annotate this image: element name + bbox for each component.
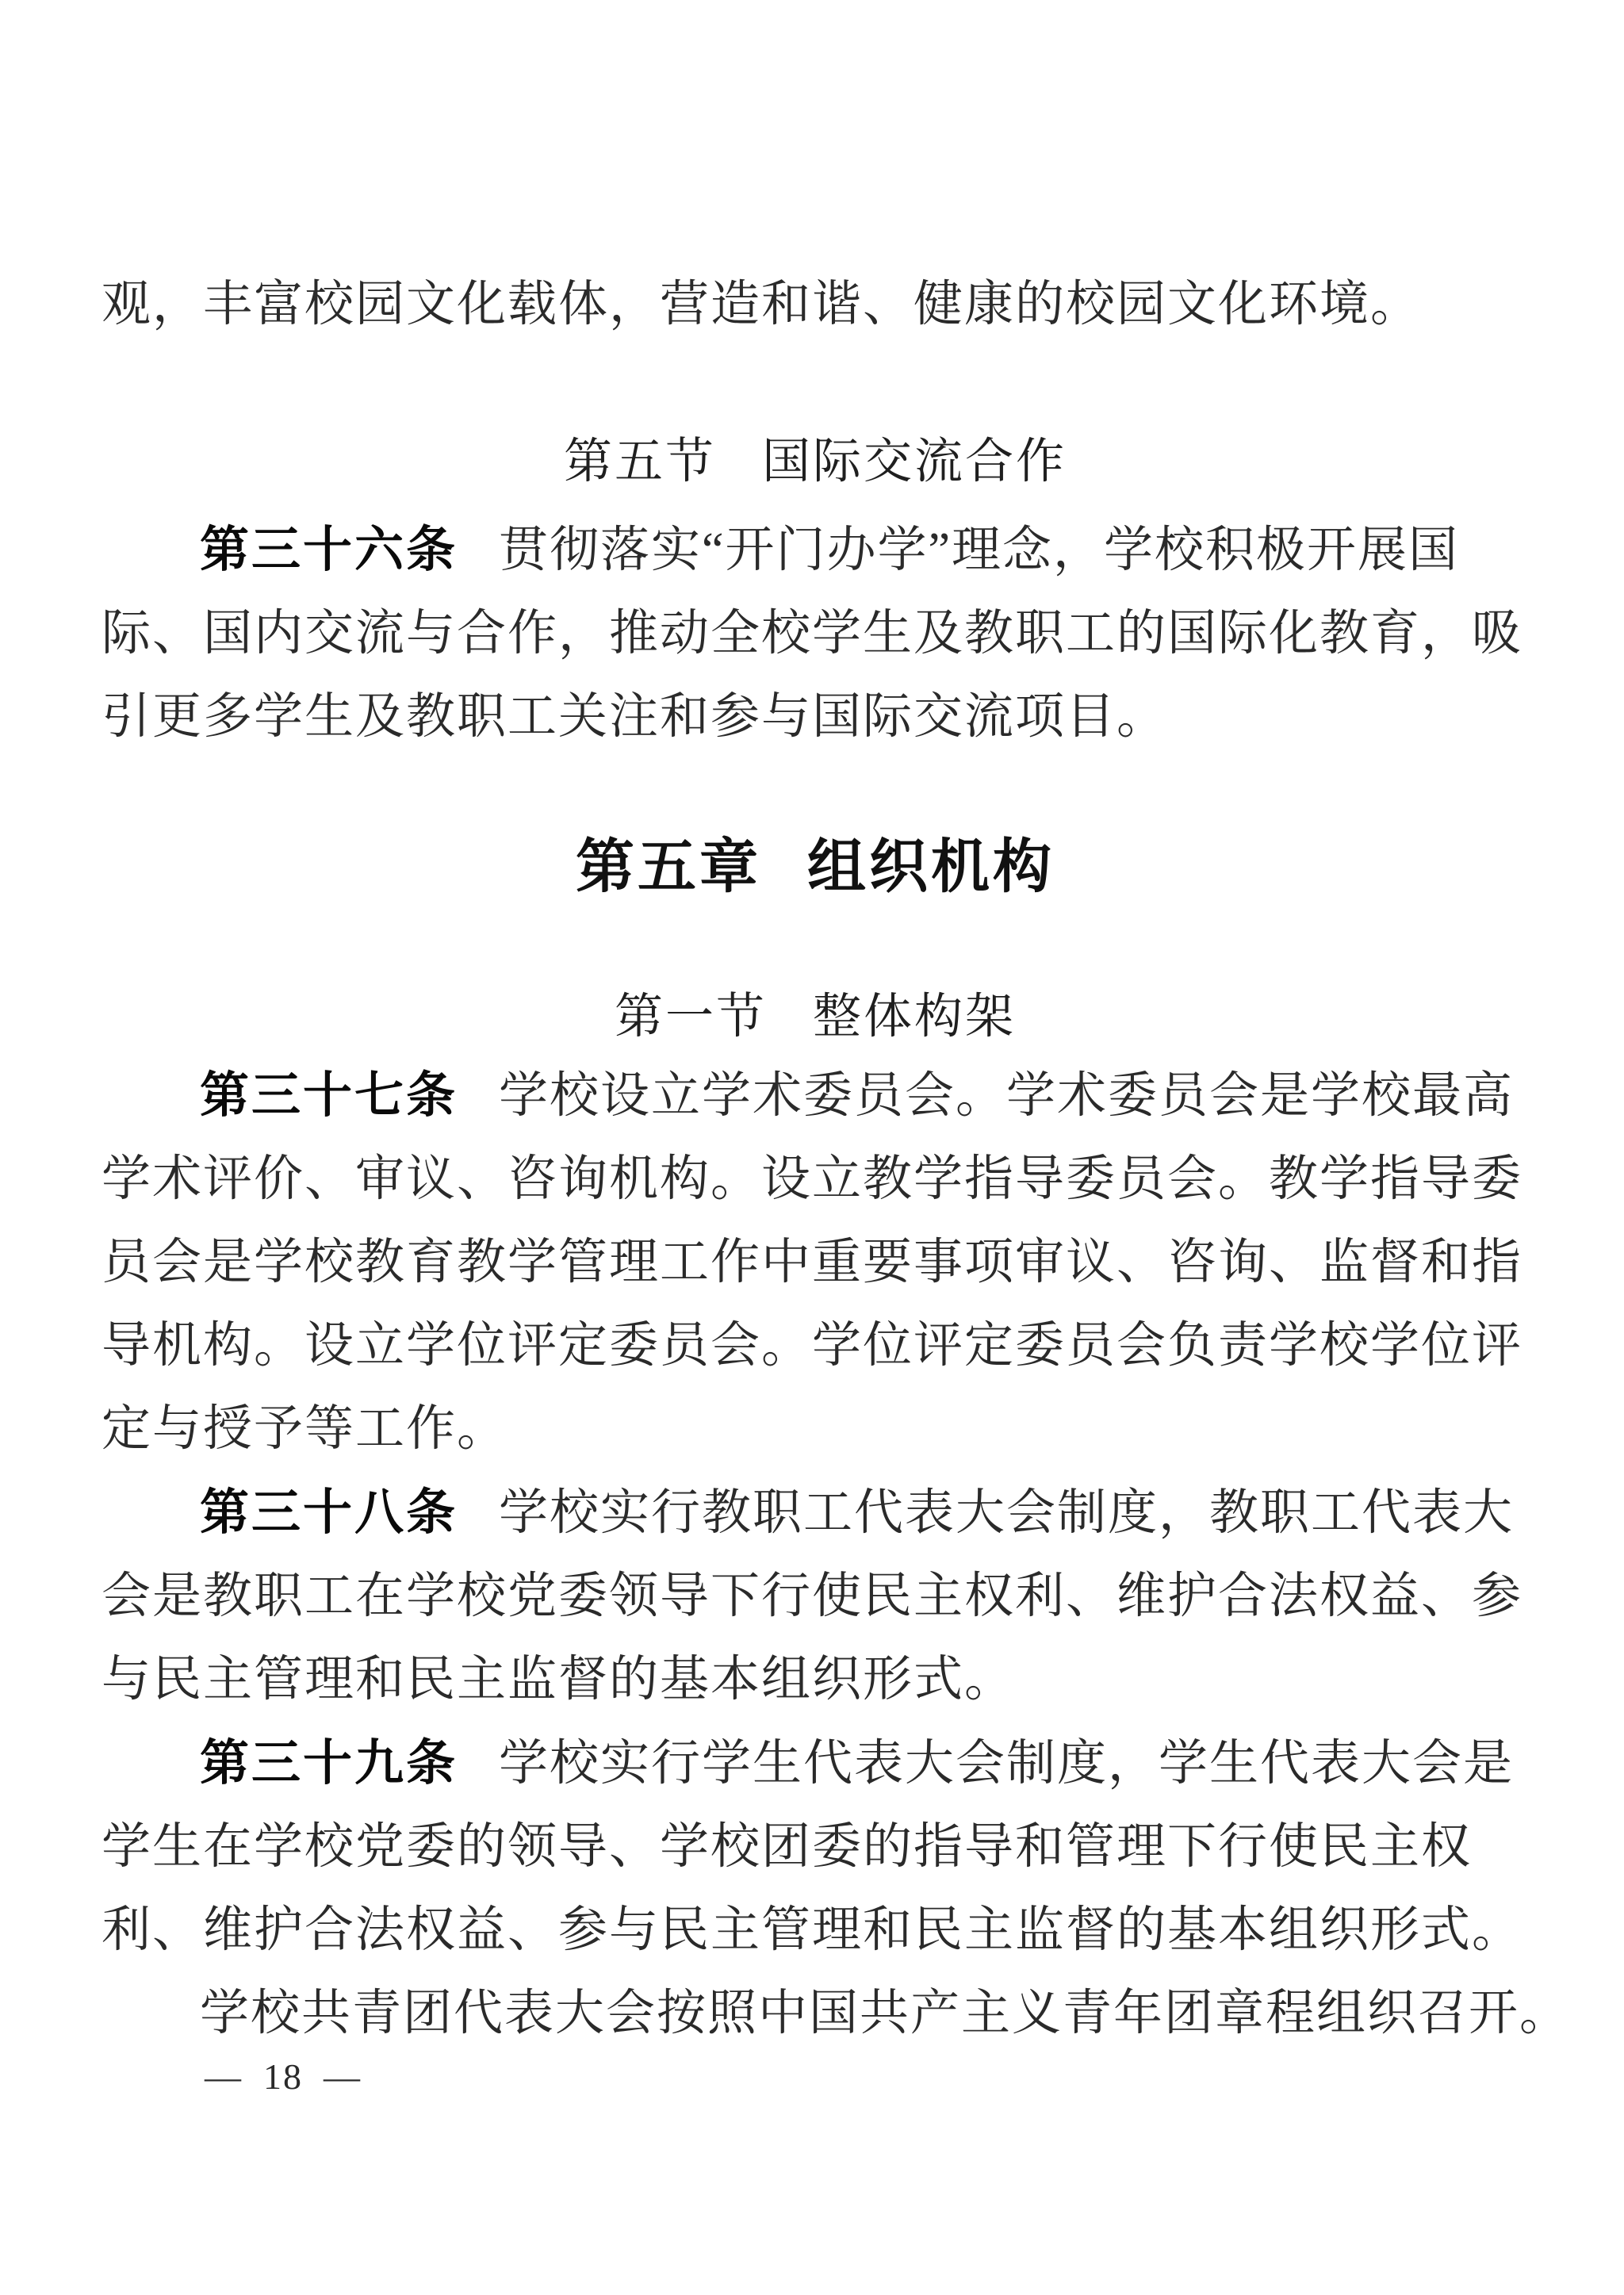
article-39 [102,1722,1529,1972]
text-column [102,263,1571,2056]
article-37-line-0: 学校设立学术委员会。学术委员会是学校最高 [499,1069,1515,1123]
article-line [102,1054,1529,1138]
article-36-number: 第三十六条 [200,523,458,577]
article-36-line-2: 引更多学生及教职工关注和参与国际交流项目。 [102,690,1168,744]
article-36-line-0: 贯彻落实“开门办学”理念，学校积极开展国 [499,523,1460,577]
section-label: 第五节 [563,435,716,489]
section-heading-international [102,426,1529,499]
article-37-line-3: 导机构。设立学位评定委员会。学位评定委员会负责学校学位评 [102,1319,1523,1373]
article-39-number: 第三十九条 [200,1736,458,1791]
article-37-number: 第三十七条 [200,1068,458,1123]
article-38-number: 第三十八条 [200,1485,458,1540]
section-title: 整体构架 [813,990,1017,1044]
intro-line: 观，丰富校园文化载体，营造和谐、健康的校园文化环境。 [102,278,1422,331]
article-36 [102,508,1529,759]
article-36-line-1: 际、国内交流与合作，推动全校学生及教职工的国际化教育，吸 [102,607,1523,661]
article-38-line-0: 学校实行教职工代表大会制度，教职工代表大 [499,1486,1515,1540]
closing-line: 学校共青团代表大会按照中国共产主义青年团章程组织召开。 [200,1987,1571,2040]
page-number: 18 [263,2056,303,2097]
article-39-line-2: 利、维护合法权益、参与民主管理和民主监督的基本组织形式。 [102,1903,1523,1957]
article-38-line-1: 会是教职工在学校党委领导下行使民主权利、维护合法权益、参 [102,1569,1523,1623]
intro-paragraph [102,263,1529,347]
footer-right-dash: — [324,2056,362,2097]
article-38 [102,1471,1529,1722]
closing-paragraph [102,1972,1571,2056]
section-title: 国际交流合作 [762,435,1067,489]
article-37-line-1: 学术评价、审议、咨询机构。设立教学指导委员会。教学指导委 [102,1152,1523,1206]
article-line [102,1471,1529,1555]
chapter-label: 第五章 [576,833,761,899]
article-39-line-0: 学校实行学生代表大会制度，学生代表大会是 [499,1737,1515,1791]
article-38-line-2: 与民主管理和民主监督的基本组织形式。 [102,1653,1016,1707]
article-line [102,1722,1529,1806]
article-37 [102,1054,1529,1471]
section-label: 第一节 [614,990,767,1044]
chapter-title: 组织机构 [807,833,1055,899]
article-line [102,508,1529,592]
article-39-line-1: 学生在学校党委的领导、学校团委的指导和管理下行使民主权 [102,1820,1473,1874]
article-37-line-4: 定与授予等工作。 [102,1402,508,1456]
section-heading-structure [102,981,1529,1054]
footer-left-dash: — [205,2056,243,2097]
page-number-footer [205,2056,362,2098]
chapter-heading-organization [102,822,1529,911]
article-37-line-2: 员会是学校教育教学管理工作中重要事项审议、咨询、监督和指 [102,1236,1523,1289]
